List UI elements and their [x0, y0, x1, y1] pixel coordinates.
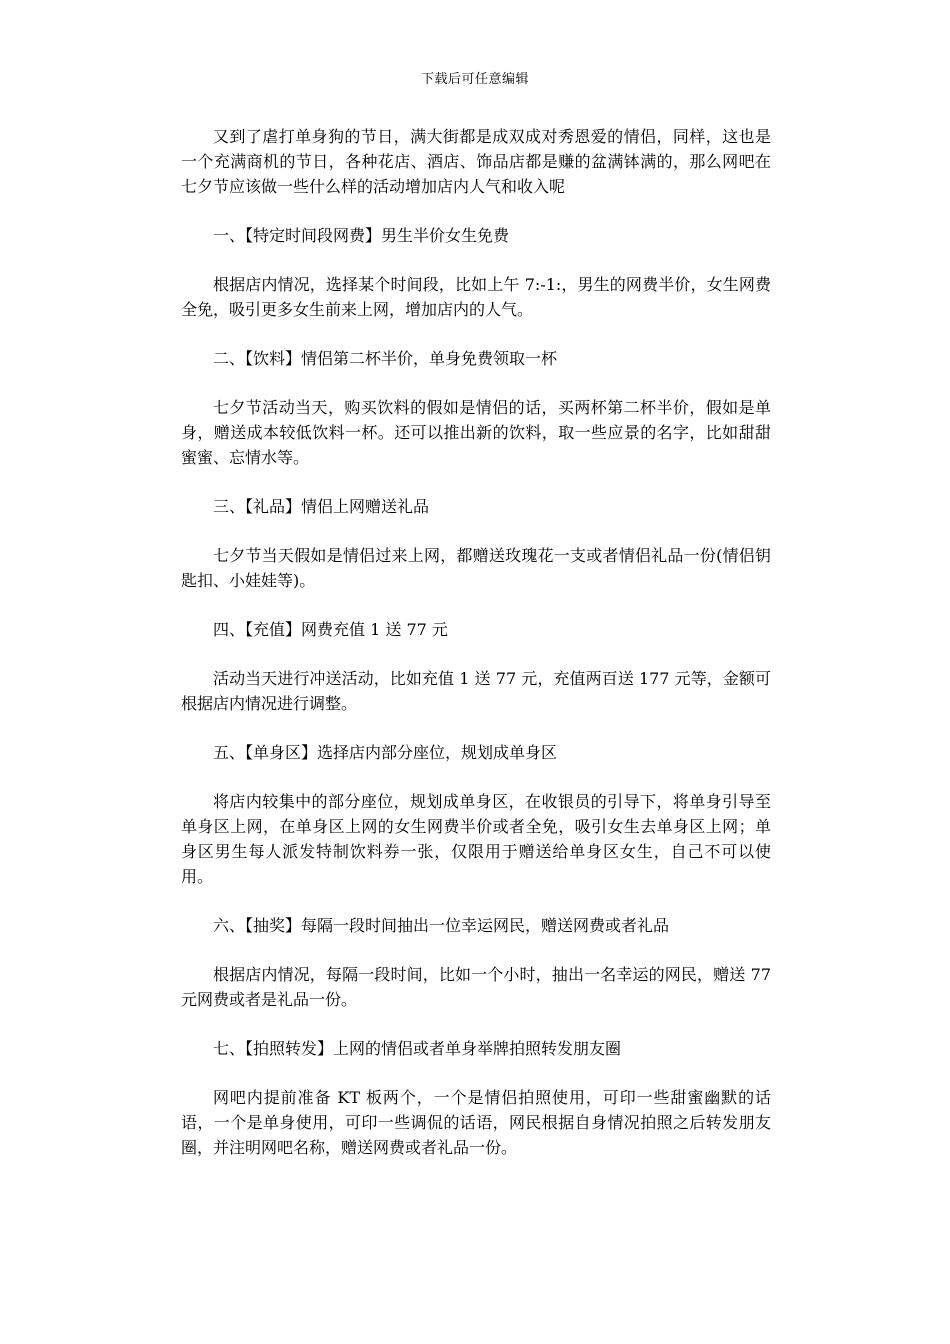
section-heading-4: 四、【充值】网费充值 1 送 77 元: [213, 620, 448, 639]
section-heading-1: 一、【特定时间段网费】男生半价女生免费: [213, 226, 510, 245]
section-heading-5: 五、【单身区】选择店内部分座位，规划成单身区: [213, 743, 558, 762]
section-heading-7: 七、【拍照转发】上网的情侣或者单身举牌拍照转发朋友圈: [213, 1039, 622, 1058]
section-body-2: 七夕节活动当天，购买饮料的假如是情侣的话，买两杯第二杯半价，假如是单身，赠送成本较低饮料一杯。还可以推出新的饮料，取一些应景的名字，比如甜甜蜜蜜、忘情水等。: [181, 398, 771, 467]
section-heading-6: 六、【抽奖】每隔一段时间抽出一位幸运网民，赠送网费或者礼品: [213, 916, 670, 935]
section-body-6: 根据店内情况，每隔一段时间，比如一个小时，抽出一名幸运的网民，赠送 77 元网费或者是礼品一份。: [181, 965, 771, 1009]
section-body-4: 活动当天进行冲送活动，比如充值 1 送 77 元，充值两百送 177 元等，金额可根据店内情况进行调整。: [181, 669, 771, 713]
section-body-5: 将店内较集中的部分座位，规划成单身区，在收银员的引导下，将单身引导至单身区上网，在单身区上网的女生网费半价或者全免，吸引女生去单身区上网；单身区男生每人派发特制饮料券一张，仅限用于赠送给单身区女生，自己不可以使用。: [181, 792, 771, 886]
section-body-1: 根据店内情况，选择某个时间段，比如上午 7:-1:，男生的网费半价，女生网费全免，吸引更多女生前来上网，增加店内的人气。: [181, 275, 771, 319]
section-heading-3: 三、【礼品】情侣上网赠送礼品: [213, 497, 430, 516]
header-note: 下载后可任意编辑: [420, 72, 529, 87]
section-body-3: 七夕节当天假如是情侣过来上网，都赠送玫瑰花一支或者情侣礼品一份(情侣钥匙扣、小娃娃等)。: [181, 546, 771, 590]
document-body: [181, 124, 771, 1184]
intro-paragraph: 又到了虐打单身狗的节日，满大街都是成双成对秀恩爱的情侣，同样，这也是一个充满商机的节日，各种花店、酒店、饰品店都是赚的盆满钵满的，那么网吧在七夕节应该做一些什么样的活动增加店内人气和收入呢: [181, 127, 771, 196]
section-heading-2: 二、【饮料】情侣第二杯半价，单身免费领取一杯: [213, 349, 558, 368]
section-body-7: 网吧内提前准备 KT 板两个，一个是情侣拍照使用，可印一些甜蜜幽默的话语，一个是单身使用，可印一些调侃的话语，网民根据自身情况拍照之后转发朋友圈，并注明网吧名称，赠送网费或者礼品一份。: [181, 1088, 771, 1157]
